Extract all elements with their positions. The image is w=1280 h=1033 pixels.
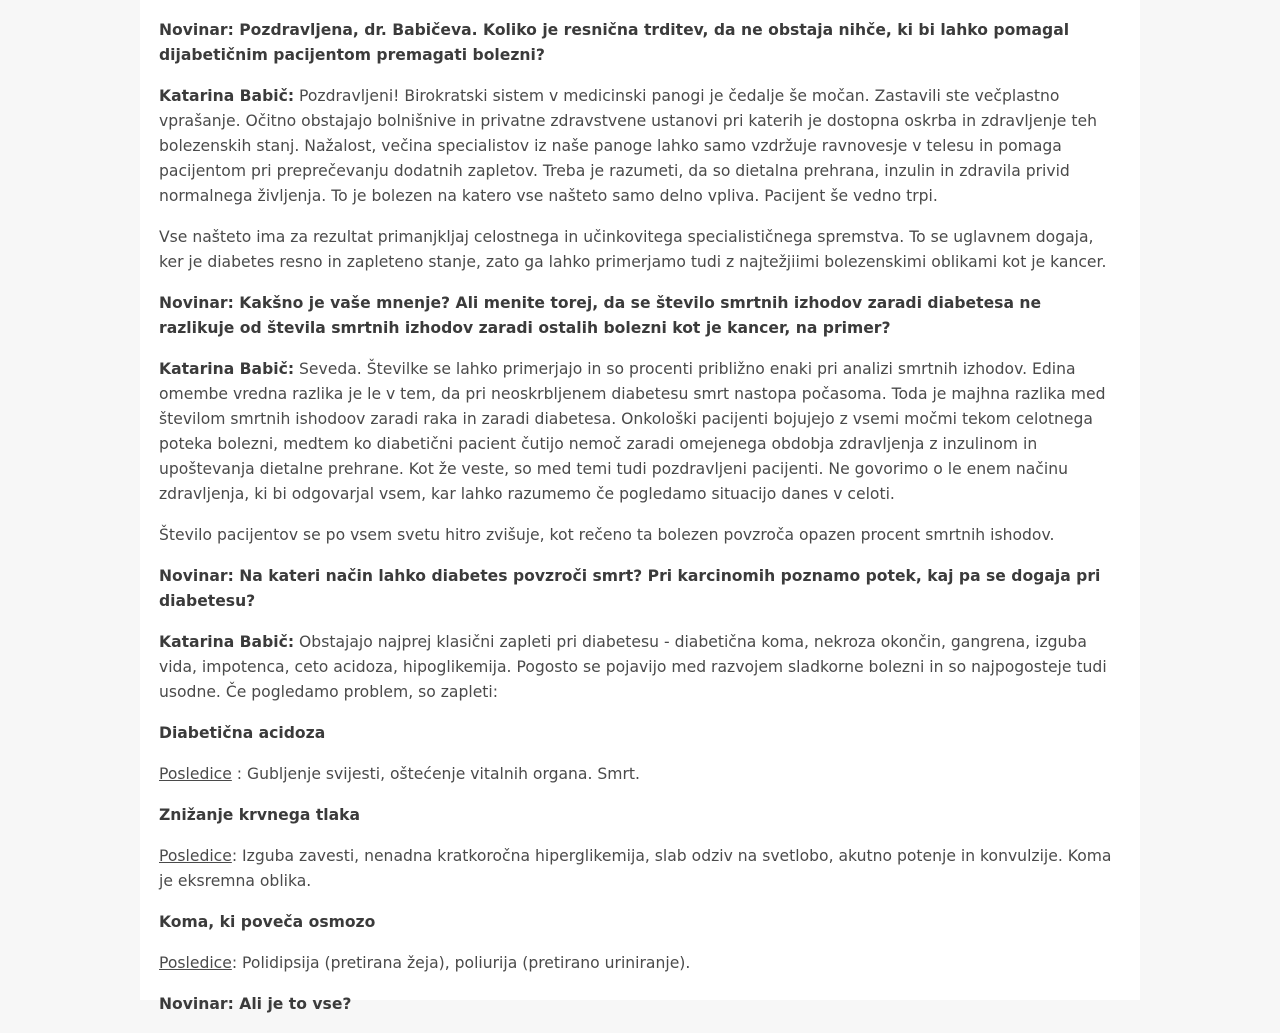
body-paragraph: Vse našteto ima za rezultat primanjkljaj celostnega in učinkovitega specialističnega spremstva. To se uglavnem dogaja, ker je diabetes resno in zapleteno stanje, zato ga lahko primerjamo tudi z najtežjiimi bolezenskimi oblikami kot je kancer. <box>159 228 1107 271</box>
page <box>140 0 1140 1013</box>
consequences-text: : Polidipsija (pretirana žeja), poliurija (pretirano uriniranje). <box>231 954 691 972</box>
interview-answer <box>159 84 1121 209</box>
consequences-text: : Gubljenje svijesti, oštećenje vitalnih organa. Smrt. <box>231 765 640 783</box>
answer-text: Seveda. Številke se lahko primerjajo in so procenti približno enaki pri analizi smrtnih izhodov. Edina omembe vredna razlika je le v tem, da pri neoskrbljenem diabetesu smrt nastopa počasoma. Toda je majhna razlika med številom smrtnih ishodoov zaradi raka in zaradi diabetesa. Onkološki pacijenti bojujejo z vsemi močmi tekom celotnega poteka bolezni, medtem ko diabetični pacient čutijo nemoč zaradi omejenega obdobja zdravljenja z inzulinom in upoštevanja dietalne prehrane. Kot že veste, so med temi tudi pozdravljeni pacijenti. Ne govorimo o le enem načinu zdravljenja, ki bi odgovarjal vsem, kar lahko razumemo če pogledamo situacijo danes v celoti. <box>159 360 1106 503</box>
answer-text: Obstajajo najprej klasični zapleti pri diabetesu - diabetična koma, nekroza okončin, gangrena, izguba vida, impotenca, ceto acidoza, hipoglikemija. Pogosto se pojavijo med razvojem sladkorne bolezni in so najpogosteje tudi usodne. Če pogledamo problem, so zapleti: <box>159 633 1107 701</box>
complication-title: Diabetična acidoza <box>159 724 326 742</box>
interview-question: Novinar: Kakšno je vaše mnenje? Ali menite torej, da se število smrtnih izhodov zaradi diabetesa ne razlikuje od števila smrtnih izhodov zaradi ostalih bolezni kot je kancer, na primer? <box>159 294 1042 337</box>
article-body <box>159 0 1121 1033</box>
interview-answer <box>159 357 1121 507</box>
consequences-text: : Izguba zavesti, nenadna kratkoročna hiperglikemija, slab odziv na svetlobo, akutno potenje in konvulzije. Koma je eksremna oblika. <box>159 847 1112 890</box>
posledice-link[interactable]: Posledice <box>159 765 232 783</box>
interview-answer <box>159 630 1121 705</box>
speaker-label: Katarina Babič: <box>159 633 295 651</box>
complication-consequences <box>159 844 1121 894</box>
complication-title: Znižanje krvnega tlaka <box>159 806 361 824</box>
complication-consequences <box>159 951 1121 976</box>
speaker-label: Katarina Babič: <box>159 360 295 378</box>
body-paragraph: Število pacijentov se po vsem svetu hitro zvišuje, kot rečeno ta bolezen povzroča opazen procent smrtnih ishodov. <box>159 526 1055 544</box>
speaker-label: Katarina Babič: <box>159 87 295 105</box>
posledice-link[interactable]: Posledice <box>159 847 232 865</box>
interview-question: Novinar: Pozdravljena, dr. Babičeva. Koliko je resnična trditev, da ne obstaja nihče, ki bi lahko pomagal dijabetičnim pacijentom premagati bolezni? <box>159 21 1070 64</box>
interview-question: Novinar: Na kateri način lahko diabetes povzroči smrt? Pri karcinomih poznamo potek, kaj pa se dogaja pri diabetesu? <box>159 567 1101 610</box>
interview-question: Novinar: Ali je to vse? <box>159 995 352 1013</box>
posledice-link[interactable]: Posledice <box>159 954 232 972</box>
complication-consequences <box>159 762 1121 787</box>
intro-paragraph <box>159 0 1121 2</box>
complication-title: Koma, ki poveča osmozo <box>159 913 376 931</box>
answer-text: Pozdravljeni! Birokratski sistem v medicinski panogi je čedalje še močan. Zastavili ste večplastno vprašanje. Očitno obstajajo bolnišnive in privatne zdravstvene ustanovi pri katerih je dostopna oskrba in zdravljenje teh bolezenskih stanj. Nažalost, večina specialistov iz naše panoge lahko samo vzdržuje ravnovesje v telesu in pomaga pacijentom pri preprečevanju dodatnih zapletov. Treba je razumeti, da so dietalna prehrana, inzulin in zdravila privid normalnega življenja. To je bolezen na katero vse našteto samo delno vpliva. Pacijent še vedno trpi. <box>159 87 1097 205</box>
